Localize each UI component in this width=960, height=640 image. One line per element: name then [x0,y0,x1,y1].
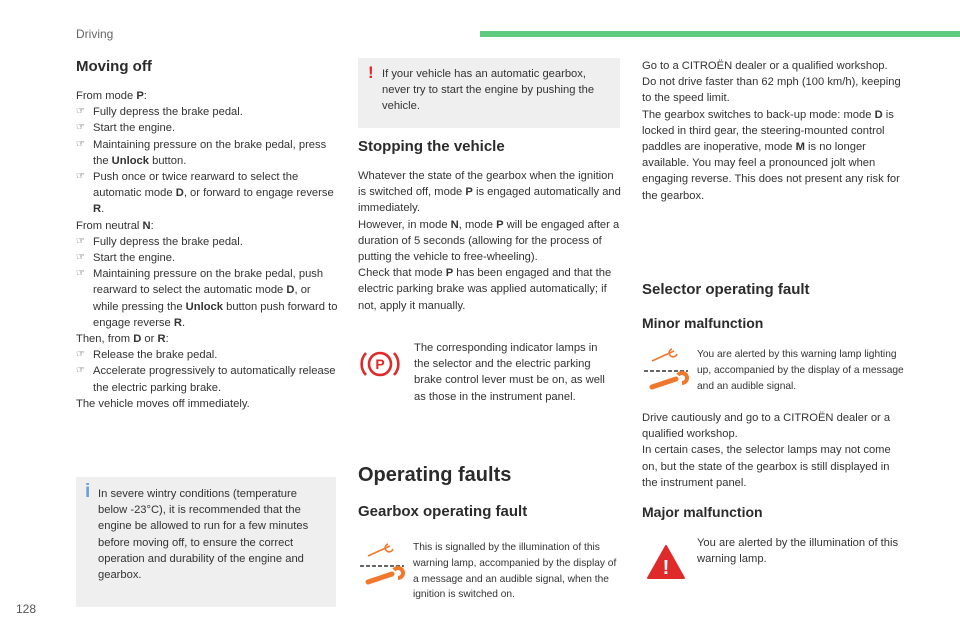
wrench-service-icon [358,542,406,588]
dealer-instructions: Go to a CITROËN dealer or a qualified workshop. Do not drive faster than 62 mph (100 km/h), keeping to the speed limit. The gearbox switches to back-up mode: mode D is locked in third gear, the steering-mounted control paddles are inoperative, mode M is no longer available. You may feel a pronounced jolt when engaging reverse. This does not present any risk for the gearbox. [642,60,901,202]
bullet-n-1: ☞ Fully depress the brake pedal. [76,234,338,250]
bullet-p-3: ☞ Maintaining pressure on the brake pedal, press the Unlock button. [76,138,327,167]
parking-brake-text: The corresponding indicator lamps in the selector and the electric parking brake control lever must be on, as well as those in the instrument panel. [414,342,605,403]
hand-bullet-icon: ☞ [76,122,85,134]
gearbox-fault-text: This is signalled by the illumination of this warning lamp, accompanied by the display of a message and an audible signal, when the ignition is switched on. [413,542,617,601]
moving-off-body [76,88,338,412]
hand-bullet-icon: ☞ [76,252,85,264]
parking-brake-icon [360,344,400,384]
parking-icon-letter: P [375,356,385,372]
operating-faults-title: Operating faults [358,464,512,486]
info-note-text: In severe wintry conditions (temperature below -23°C), it is recommended that the engine be allowed to run for a few minutes before moving off, to ensure the correct operation and durability of the engine and gearbox. [98,488,309,582]
bullet-n-2: ☞ Start the engine. [76,250,338,266]
moving-off-title: Moving off [76,58,152,75]
minor-malfunction-title: Minor malfunction [642,315,764,331]
then-line: Then, from D or R: [76,333,169,346]
wrench-service-icon [642,347,690,393]
major-malfunction-text: You are alerted by the illumination of this warning lamp. [697,537,899,566]
section-label: Driving [76,27,114,41]
from-n-line: From neutral N: [76,219,154,232]
minor-malfunction-advice: Drive cautiously and go to a CITROËN dealer or a qualified workshop. In certain cases, the selector lamps may not come on, but the state of the gearbox is still displayed in the instrument panel. [642,412,891,489]
warning-triangle-icon [646,543,686,581]
hand-bullet-icon: ☞ [76,106,85,118]
bullet-then-2: ☞ Accelerate progressively to automatically release the electric parking brake. [76,365,336,394]
column-right [642,58,902,204]
column-left [76,58,338,412]
bullet-p-4: ☞ Push once or twice rearward to select the automatic mode D, or forward to engage reverse R. [76,171,334,216]
section-accent-bar [480,31,960,37]
hand-bullet-icon: ☞ [76,268,85,280]
minor-malfunction-text: You are alerted by this warning lamp lighting up, accompanied by the display of a message and an audible signal. [697,349,904,392]
info-icon: i [85,481,91,502]
warning-symbol: ! [662,557,670,579]
from-p-line: From mode P: [76,90,147,102]
bullet-n-3: ☞ Maintaining pressure on the brake pedal, push rearward to select the automatic mode D, or while pressing the Unlock button push forward to engage reverse R. [76,268,338,329]
warning-exclamation-icon: ! [368,63,374,82]
selector-fault-title: Selector operating fault [642,281,810,298]
bullet-p-1: ☞ Fully depress the brake pedal. [76,104,338,120]
major-malfunction-title: Major malfunction [642,504,763,520]
page-number: 128 [16,602,37,616]
stopping-body: Whatever the state of the gearbox when the ignition is switched off, mode P is engaged automatically and immediately. However, in mode N, mode P will be engaged after a duration of 5 seconds (allowing for the process of putting the vehicle to free-wheeling). Check that mode P has been engaged and that the electric parking brake was applied automatically; if not, apply it manually. [358,170,621,312]
bullet-p-2: ☞ Start the engine. [76,120,338,136]
hand-bullet-icon: ☞ [76,365,85,377]
hand-bullet-icon: ☞ [76,349,85,361]
stopping-title: Stopping the vehicle [358,138,505,155]
hand-bullet-icon: ☞ [76,138,85,150]
gearbox-fault-title: Gearbox operating fault [358,503,528,520]
stopping-section [358,138,623,314]
info-note [76,477,336,607]
warning-note [358,58,620,128]
moves-off-line: The vehicle moves off immediately. [76,397,250,410]
warning-note-text: If your vehicle has an automatic gearbox, never try to start the engine by pushing the vehicle. [382,68,595,113]
hand-bullet-icon: ☞ [76,235,85,247]
hand-bullet-icon: ☞ [76,171,85,183]
bullet-then-1: ☞ Release the brake pedal. [76,347,338,363]
